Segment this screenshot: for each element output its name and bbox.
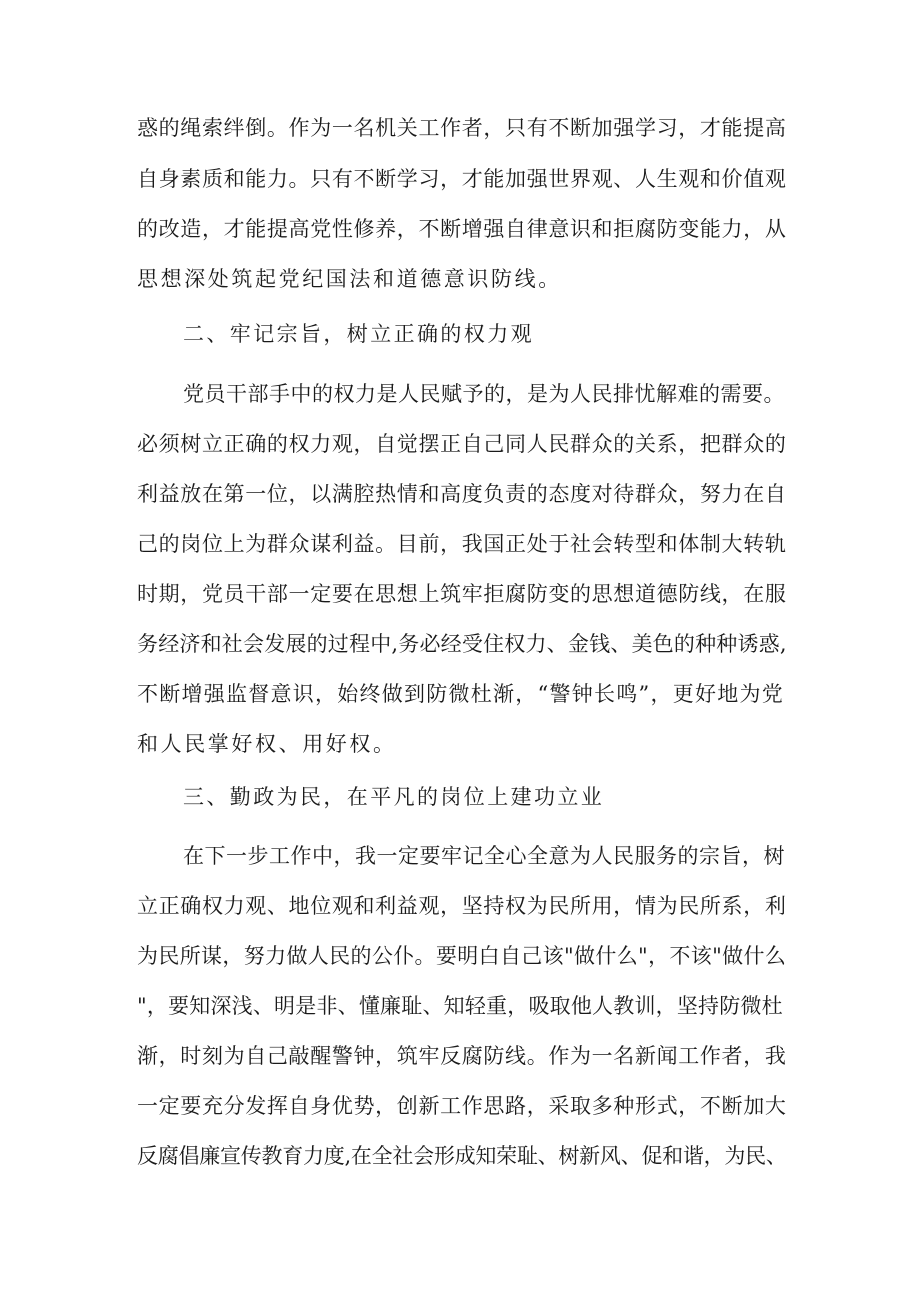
paragraph-2-line-5: 时期，党员干部一定要在思想上筑牢拒腐防变的思想道德防线，在服 [137,582,787,606]
paragraph-3-line-3: 为民所谋，努力做人民的公仆。要明白自己该"做什么"，不该"做什么 [137,944,787,968]
paragraph-2-line-4: 己的岗位上为群众谋利益。目前，我国正处于社会转型和体制大转轨 [137,532,787,556]
paragraph-3-line-1: 在下一步工作中，我一定要牢记全心全意为人民服务的宗旨，树 [183,844,785,868]
paragraph-2-line-3: 利益放在第一位，以满腔热情和高度负责的态度对待群众，努力在自 [137,482,787,506]
paragraph-1-line-4: 思想深处筑起党纪国法和道德意识防线。 [137,267,562,291]
paragraph-3-line-2: 立正确权力观、地位观和利益观，坚持权为民所用，情为民所系，利 [137,894,787,918]
paragraph-1-line-3: 的改造，才能提高党性修养，不断增强自律意识和拒腐防变能力，从 [137,217,787,241]
paragraph-3-line-7: 反腐倡廉宣传教育力度,在全社会形成知荣耻、树新风、促和谐，为民、 [137,1144,787,1168]
paragraph-1-line-2: 自身素质和能力。只有不断学习，才能加强世界观、人生观和价值观 [137,167,787,191]
section-heading-3: 三、勤政为民，在平凡的岗位上建功立业 [183,785,605,809]
paragraph-2-line-6: 务经济和社会发展的过程中,务必经受住权力、金钱、美色的种种诱惑, [137,632,787,656]
paragraph-2-line-1: 党员干部手中的权力是人民赋予的，是为人民排忧解难的需要。 [183,382,785,406]
paragraph-2-line-8: 和人民掌好权、用好权。 [137,732,397,756]
paragraph-3-line-4: "，要知深浅、明是非、懂廉耻、知轻重，吸取他人教训，坚持防微杜 [137,994,783,1018]
paragraph-1-line-1: 惑的绳索绊倒。作为一名机关工作者，只有不断加强学习，才能提高 [137,116,787,140]
paragraph-3-line-6: 一定要充分发挥自身优势，创新工作思路，采取多种形式，不断加大 [137,1094,787,1118]
section-heading-2: 二、牢记宗旨，树立正确的权力观 [183,322,534,346]
paragraph-3-line-5: 渐，时刻为自己敲醒警钟，筑牢反腐防线。作为一名新闻工作者，我 [137,1044,787,1068]
paragraph-2-line-7: 不断增强监督意识，始终做到防微杜渐，“警钟长鸣”，更好地为党 [137,682,784,706]
paragraph-2-line-2: 必须树立正确的权力观，自觉摆正自己同人民群众的关系，把群众的 [137,432,787,456]
